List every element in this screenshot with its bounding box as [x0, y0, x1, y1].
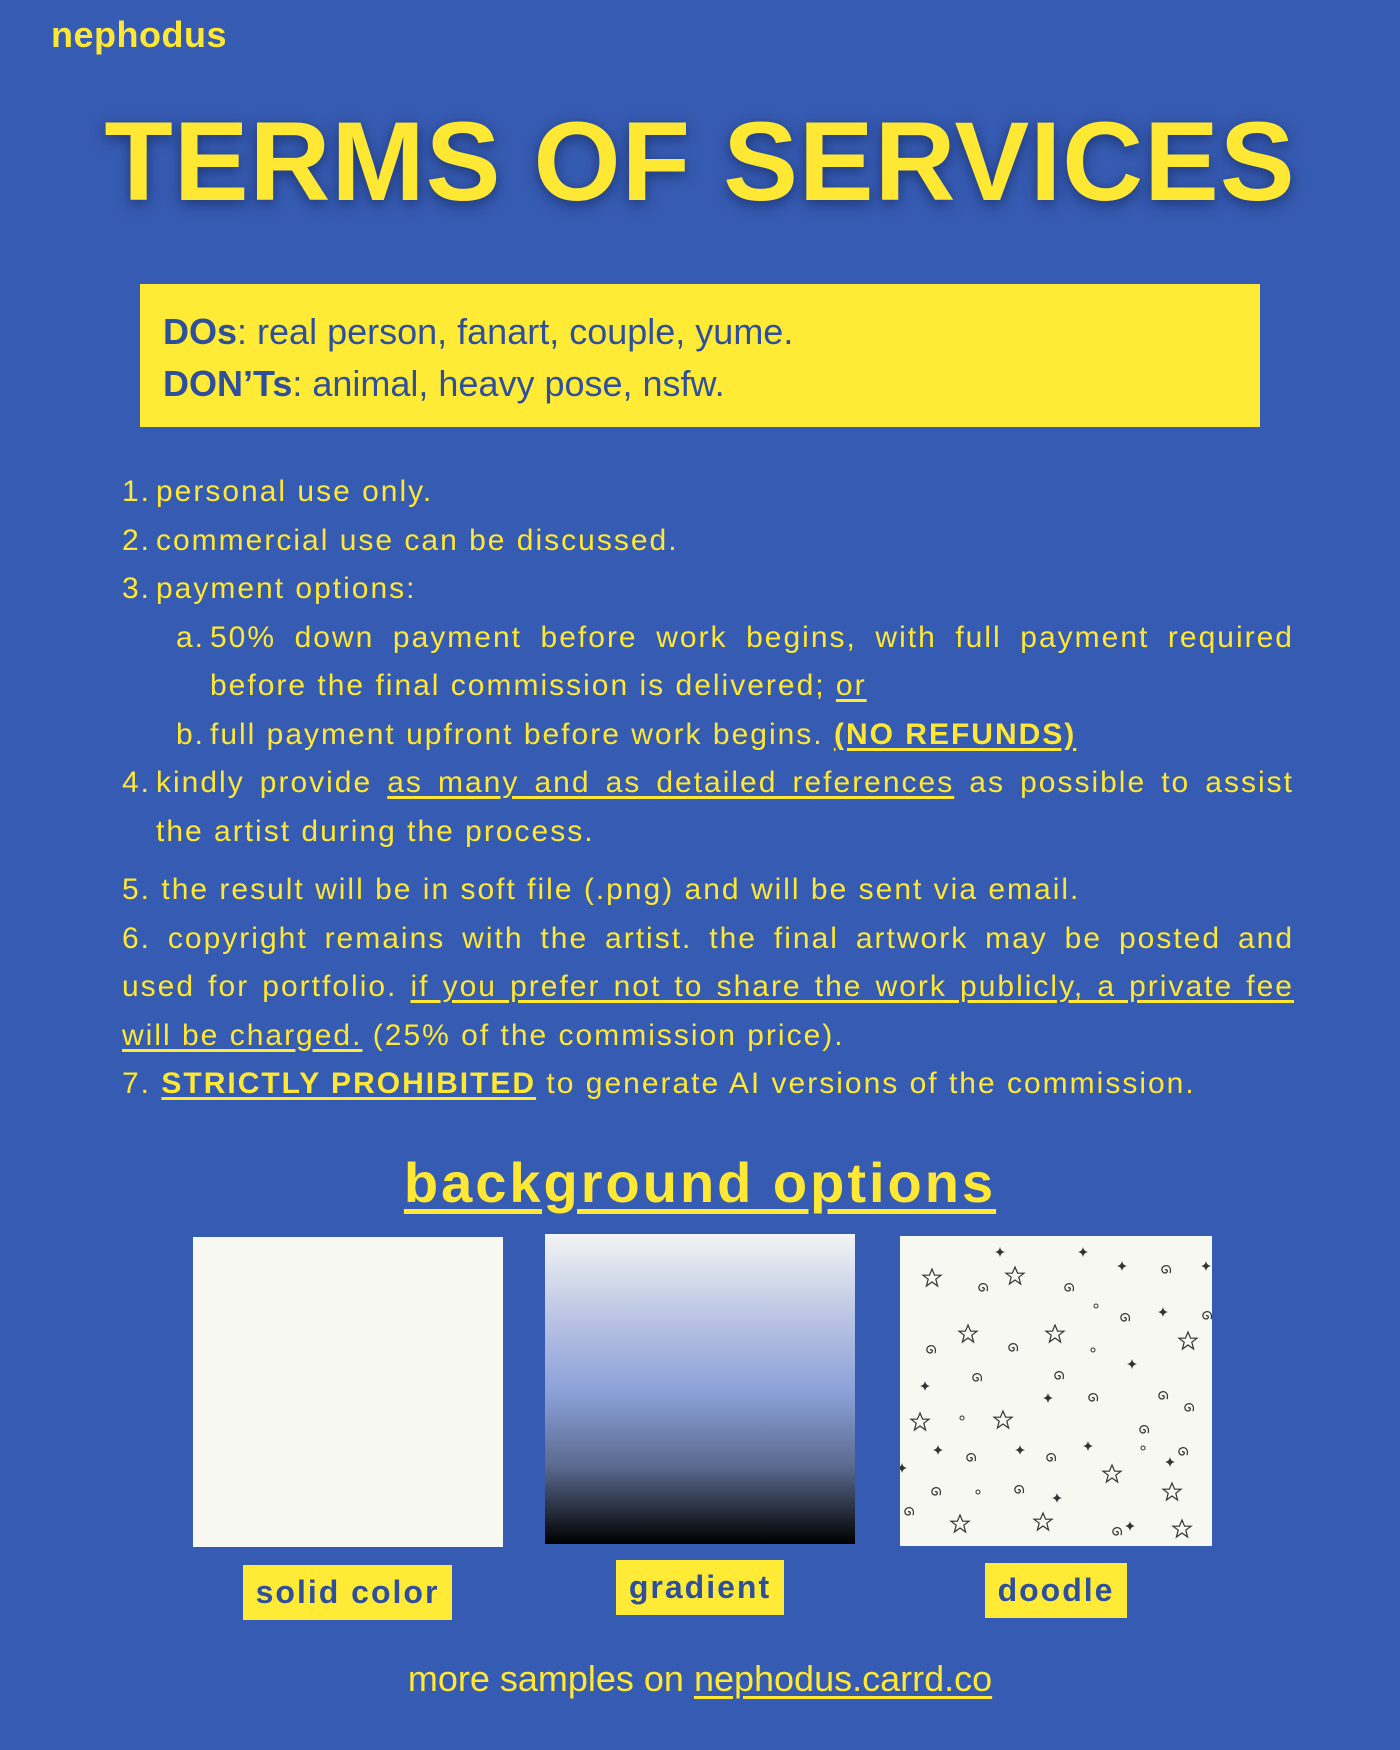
dos-line — [163, 306, 1237, 358]
background-options-heading: background options — [403, 1151, 997, 1214]
doodle-label: doodle — [985, 1563, 1127, 1618]
rule-text: payment options: — [156, 572, 417, 605]
page-title: TERMS OF SERVICES — [104, 99, 1296, 224]
rule-text-post: as possible to assist the artist during the process. — [156, 766, 1294, 848]
rule-5: 5. the result will be in soft file (.png) and will be sent via email. — [122, 873, 1081, 906]
portfolio-link[interactable]: nephodus.carrd.co — [693, 1658, 993, 1699]
rule-number: 4. — [122, 766, 152, 799]
dos-donts-box — [140, 284, 1260, 427]
private-fee-emphasis: if you prefer not to share the work publicly, a private fee will be charged. — [122, 970, 1294, 1052]
rule-text-pre: kindly provide — [156, 766, 388, 799]
rule-text: commercial use can be discussed. — [156, 523, 679, 557]
option-letter: b. — [176, 717, 206, 751]
footer-text: more samples on — [407, 1658, 694, 1699]
rule-2 — [122, 517, 1294, 566]
rule-text-pre: 7. — [122, 1067, 162, 1100]
dos-label: DOs — [163, 311, 238, 352]
brand-name: nephodus — [51, 14, 227, 55]
rule-number: 1. — [122, 475, 152, 508]
donts-text: : animal, heavy pose, nsfw. — [292, 363, 725, 404]
rule-number: 2. — [122, 523, 152, 557]
references-emphasis: as many and as detailed references — [387, 766, 955, 799]
footer — [0, 1658, 1400, 1700]
option-text: full payment upfront before work begins. — [210, 717, 834, 751]
rule-number: 3. — [122, 572, 152, 605]
rule-text-pre: 6. copyright remains with the artist. the final artwork may be posted and used for portfolio. — [122, 921, 1294, 1003]
terms-list — [122, 468, 1294, 1109]
doodle-pattern — [900, 1247, 1211, 1537]
rule-text-post: (25% of the commission price). — [362, 1018, 845, 1052]
payment-option-b — [122, 711, 1294, 760]
donts-label: DON’Ts — [163, 363, 293, 404]
gradient-sample — [545, 1234, 855, 1544]
prohibited-emphasis: STRICTLY PROHIBITED — [161, 1067, 537, 1100]
rule-1 — [122, 468, 1294, 517]
rule-7 — [122, 1060, 1294, 1109]
solid-color-label: solid color — [243, 1565, 452, 1620]
option-or: or — [835, 669, 867, 702]
dos-text: : real person, fanart, couple, yume. — [237, 311, 794, 352]
option-letter: a. — [176, 620, 206, 654]
no-refunds-emphasis: (NO REFUNDS) — [833, 717, 1077, 751]
gradient-label: gradient — [616, 1560, 784, 1615]
donts-line — [163, 358, 1237, 410]
rule-text: personal use only. — [156, 475, 434, 508]
solid-color-sample — [193, 1237, 503, 1547]
rule-6 — [122, 915, 1294, 1061]
rule-4 — [122, 759, 1294, 856]
doodle-sample — [900, 1236, 1212, 1546]
rule-text-post: to generate AI versions of the commission. — [536, 1067, 1196, 1100]
option-text: 50% down payment before work begins, with full payment required before the final commission is delivered; — [210, 620, 1294, 702]
payment-option-a — [122, 614, 1294, 711]
rule-3 — [122, 565, 1294, 614]
